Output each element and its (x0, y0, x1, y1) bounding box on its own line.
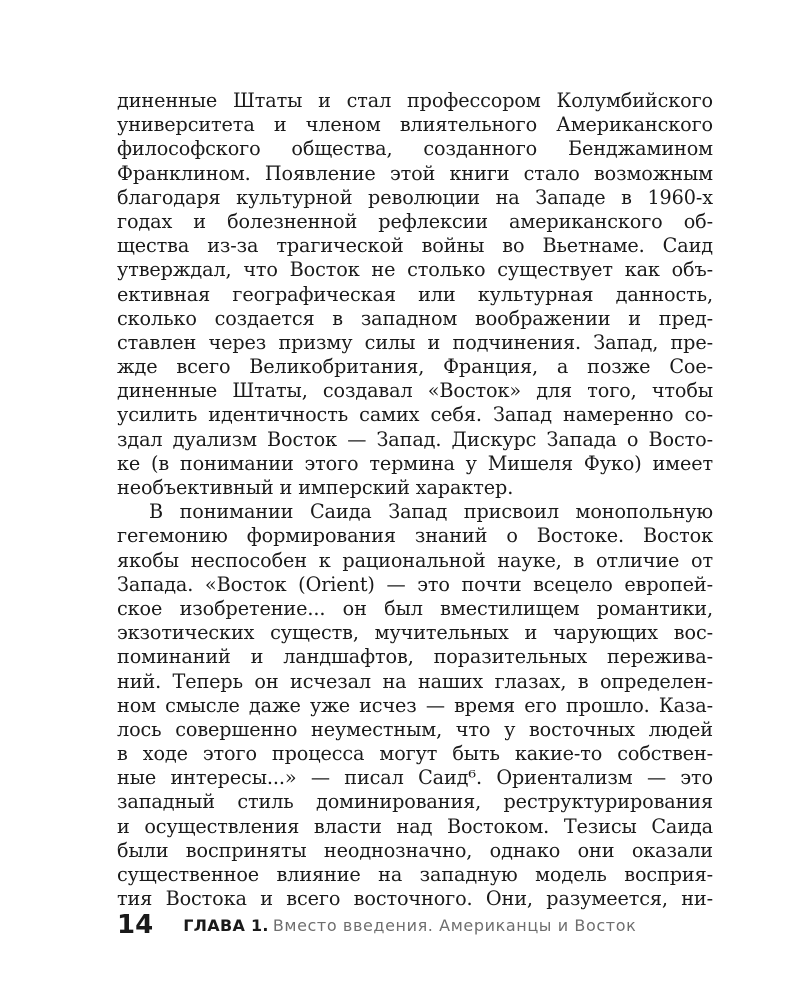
text-line: жде всего Великобритания, Франция, а позже Сое- (117, 355, 713, 379)
text-line: В понимании Саида Запад присвоил монопольную (149, 500, 713, 524)
text-line: ективная географическая или культурная данность, (117, 282, 713, 306)
text-line: усилить идентичность самих себя. Запад намеренно со- (117, 403, 713, 427)
text-line: щества из-за трагической войны во Вьетнаме. Саид (117, 234, 713, 258)
text-line: необъективный и имперский характер. (117, 476, 514, 499)
chapter-title: Вместо введения. Американцы и Восток (272, 915, 637, 935)
text-line: утверждал, что Восток не столько существует как объ- (117, 258, 713, 282)
text-line: здал дуализм Восток — Запад. Дискурс Запада о Восто- (117, 427, 713, 451)
text-line: в ходе этого процесса могут быть какие-то собствен- (117, 742, 713, 766)
text-line: благодаря культурной революции на Западе в 1960-х (117, 185, 713, 209)
text-line: диненные Штаты, создавал «Восток» для того, чтобы (117, 379, 713, 403)
text-line: якобы неспособен к рациональной науке, в отличие от (117, 548, 713, 572)
chapter-label: ГЛАВА 1. (183, 915, 269, 935)
text-line: ний. Теперь он исчезал на наших глазах, в определен- (117, 669, 713, 693)
text-line: Запада. «Восток (Orient) — это почти всецело европей- (117, 572, 713, 596)
text-line: годах и болезненной рефлексии американского об- (117, 209, 713, 233)
text-line: и осуществления власти над Востоком. Тезисы Саида (117, 814, 713, 838)
text-line: философского общества, созданного Бенджамином (117, 137, 713, 161)
text-line: существенное влияние на западную модель восприя- (117, 863, 713, 886)
text-line: сколько создается в западном воображении и пред- (117, 306, 713, 330)
text-line: ке (в понимании этого термина у Мишеля Фуко) имеет (117, 451, 713, 475)
text-line: тия Востока и всего восточного. Они, разумеется, ни- (117, 887, 713, 911)
body-text (117, 89, 713, 911)
text-line: ставлен через призму силы и подчинения. Запад, пре- (117, 330, 713, 354)
text-line: ном смысле даже уже исчез — время его прошло. Каза- (117, 693, 713, 717)
text-line: университета и членом влиятельного Американского (117, 113, 713, 137)
text-line: поминаний и ландшафтов, поразительных пережива- (117, 645, 713, 669)
text-line: гегемонию формирования знаний о Востоке. Восток (117, 524, 713, 548)
text-line: лось совершенно неуместным, что у восточных людей (117, 717, 713, 741)
text-line: диненные Штаты и стал профессором Колумбийского (117, 89, 713, 112)
text-line: Франклином. Появление этой книги стало возможным (117, 161, 713, 185)
running-footer (117, 905, 636, 945)
text-line: ское изобретение... он был вместилищем романтики, (117, 596, 713, 620)
text-line: западный стиль доминирования, реструктурирования (117, 790, 713, 814)
text-line: экзотических существ, мучительных и чарующих вос- (117, 621, 713, 645)
text-line: ные интересы...» — писал Саид⁶. Ориентализм — это (117, 766, 713, 790)
page-number: 14 (117, 910, 154, 940)
text-line: были восприняты неоднозначно, однако они оказали (117, 838, 713, 862)
